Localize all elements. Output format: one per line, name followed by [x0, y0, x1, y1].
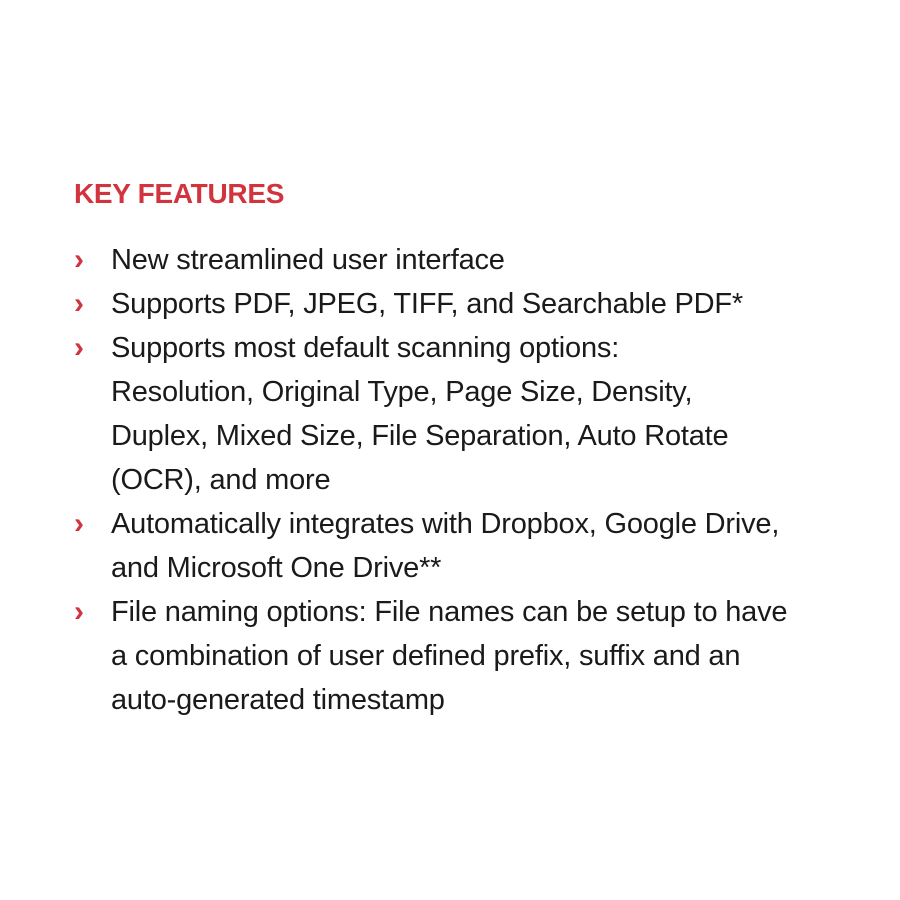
feature-text: Automatically integrates with Dropbox, Google Drive,	[111, 508, 780, 540]
feature-item	[74, 326, 787, 502]
feature-text: auto-generated timestamp	[111, 684, 445, 716]
feature-text: and Microsoft One Drive**	[111, 552, 442, 584]
feature-text: Duplex, Mixed Size, File Separation, Auto Rotate	[111, 420, 729, 452]
feature-text: File naming options: File names can be setup to have	[111, 596, 788, 628]
feature-item	[74, 238, 787, 282]
feature-list	[74, 238, 787, 722]
chevron-right-icon: ›	[74, 287, 84, 320]
chevron-right-icon: ›	[74, 595, 84, 628]
feature-item	[74, 282, 787, 326]
chevron-right-icon: ›	[74, 331, 84, 364]
feature-text: Supports most default scanning options:	[111, 332, 620, 364]
section-heading: KEY FEATURES	[74, 178, 285, 209]
feature-text: Supports PDF, JPEG, TIFF, and Searchable PDF*	[111, 288, 743, 320]
feature-text: New streamlined user interface	[111, 244, 505, 276]
chevron-right-icon: ›	[74, 243, 84, 276]
chevron-right-icon: ›	[74, 507, 84, 540]
feature-item	[74, 502, 787, 590]
feature-text: a combination of user defined prefix, suffix and an	[111, 640, 741, 672]
feature-item	[74, 590, 787, 722]
feature-text: (OCR), and more	[111, 464, 331, 496]
feature-text: Resolution, Original Type, Page Size, Density,	[111, 376, 693, 408]
